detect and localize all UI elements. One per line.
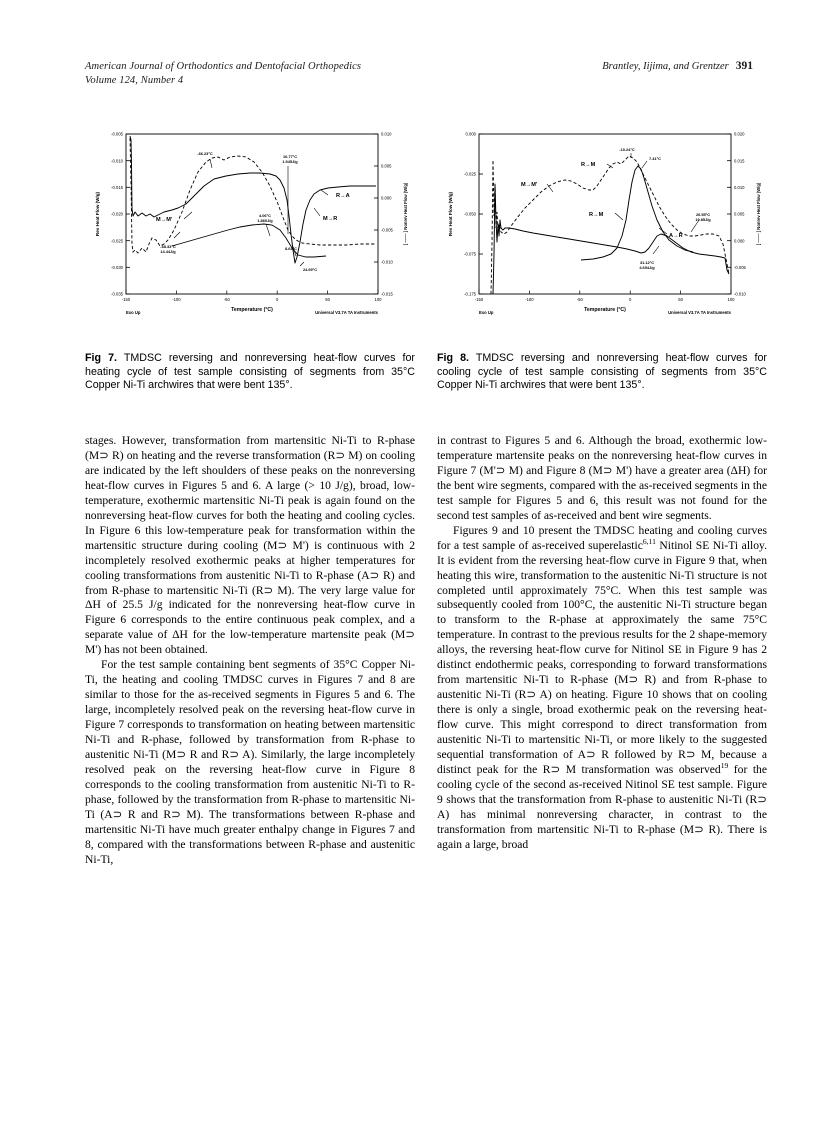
fig8-annotation-1: -10.24°C: [619, 147, 635, 152]
fig8-annotation-2: 7.41°C: [649, 156, 661, 161]
svg-text:-0.010: -0.010: [734, 291, 746, 297]
fig7-axes-frame: [126, 134, 378, 294]
fig7-left-axis-ticks: [111, 132, 130, 297]
fig8-nonreversing-curve: [491, 156, 729, 294]
svg-text:-0.025: -0.025: [111, 238, 123, 244]
body-column-right: [437, 434, 767, 853]
fig8-annotation-4a: 31.12°C: [639, 260, 655, 265]
fig8-annotation-4b: 4.694J/g: [639, 265, 655, 270]
fig7-annotation-6: 24.69°C: [302, 267, 318, 272]
fig7-label-m-to-r: M→R: [323, 216, 338, 222]
svg-text:-0.035: -0.035: [111, 291, 123, 297]
figure-7-caption: [85, 352, 415, 393]
fig7-annotation-3a: 4.06°C: [259, 213, 271, 218]
fig8-reversing-curve: [493, 184, 729, 294]
paragraph: in contrast to Figures 5 and 6. Although the broad, exothermic low-temperature martensite peaks on the nonreversing heat-flow curves in Figure 7 (M'⊃ M) and Figure 8 (M⊃ M') have a greater area (ΔH) for the bent wire segments, compared with the as-received segments in the test sample for Figures 5 and 6, this result was not found for the second test samples of as-received and bent wire segments.: [437, 434, 767, 522]
fig8-leader-lines: [631, 153, 699, 254]
figure-8-caption-label: Fig 8.: [437, 352, 469, 364]
fig7-right-yaxis-label: [ –––– ] Nonrev Heat Flow (W/g): [403, 182, 408, 246]
fig7-annotation-5: 8.64°C: [285, 246, 297, 251]
svg-text:-0.005: -0.005: [734, 264, 746, 270]
svg-text:100: 100: [727, 297, 735, 302]
figure-8: [441, 124, 769, 329]
fig8-exo-up-note: Exo Up: [479, 310, 494, 315]
journal-volume: Volume 124, Number 4: [85, 74, 184, 86]
svg-text:0: 0: [276, 297, 279, 302]
fig8-right-yaxis-label: [ –––– ] Nonrev Heat Flow (W/g): [756, 182, 761, 246]
fig8-label-r-to-m-upper: R→M: [581, 162, 596, 168]
svg-text:0.010: 0.010: [381, 131, 392, 137]
svg-text:-0.030: -0.030: [111, 264, 123, 270]
svg-text:-0.005: -0.005: [111, 131, 123, 137]
svg-text:-100: -100: [525, 297, 534, 302]
fig7-right-axis-ticks: [374, 132, 394, 297]
fig7-annotation-2a: -68.33°C: [160, 244, 176, 249]
fig7-left-yaxis-label: Rev Heat Flow (W/g): [95, 191, 100, 237]
svg-text:-50: -50: [576, 297, 583, 302]
svg-text:0.005: 0.005: [734, 211, 745, 217]
figure-7-caption-text: TMDSC reversing and nonreversing heat-flow curves for heating cycle of test sample consisting of segments from 35°C Copper Ni-Ti archwires that were bent 135°.: [85, 352, 415, 392]
svg-text:0.015: 0.015: [734, 158, 745, 164]
authors-and-page: [602, 60, 753, 74]
fig8-left-axis-ticks: [464, 132, 483, 297]
fig8-label-a-to-r: A→R: [669, 233, 683, 239]
svg-text:-150: -150: [474, 297, 484, 302]
figure-7-plot: [88, 124, 416, 329]
svg-text:-0.010: -0.010: [381, 259, 393, 265]
svg-text:0.000: 0.000: [381, 195, 392, 201]
fig7-x-axis-ticks: [122, 289, 382, 302]
svg-text:-0.025: -0.025: [464, 171, 476, 177]
svg-text:0.020: 0.020: [734, 131, 745, 137]
svg-text:0.000: 0.000: [734, 238, 745, 244]
fig7-annotation-4b: 1.945J/g: [282, 159, 298, 164]
fig8-peak-annotations: [619, 147, 711, 270]
fig8-curve-labels: [521, 162, 683, 239]
fig8-right-axis-ticks: [727, 132, 747, 297]
running-head: [85, 60, 753, 94]
svg-text:50: 50: [678, 297, 683, 302]
svg-text:-0.005: -0.005: [381, 227, 393, 233]
figure-7: [88, 124, 416, 329]
fig8-axes-frame: [479, 134, 731, 294]
fig7-annotation-1: -66.23°C: [197, 151, 213, 156]
journal-name: American Journal of Orthodontics and Dentofacial Orthopedics: [85, 61, 362, 72]
fig7-annotation-4a: 10.77°C: [282, 154, 298, 159]
fig8-xaxis-label: Temperature (°C): [584, 307, 626, 313]
fig7-dsc-chart: [88, 124, 416, 329]
paragraph: Figures 9 and 10 present the TMDSC heating and cooling curves for a test sample of as-received superelastic$^{6,11}$ Nitinol SE Ni-Ti alloy. It is evident from the reversing heat-flow curve in Figure 9 that, when heating this wire, transformation to the austenitic Ni-Ti structure is not completed until approximately 75°C. When this test sample was subsequently cooled from 100°C, the austenitic Ni-Ti structure began to transform to the R-phase at approximately the same 75°C temperature. In contrast to the previous results for the 2 shape-memory alloys, the reversing heat-flow curve for Nitinol SE in Figure 9 has 2 distinct endothermic peaks, corresponding to forward transformations from martensitic Ni-Ti to R-phase (M⊃ R) and from R-phase to austenitic Ni-Ti (R⊃ A) on heating. Figure 10 shows that on cooling there is only a single, broad exothermic peak on the reversing heat-flow curve. This might correspond to direct transformation from austenitic Ni-Ti to martensitic Ni-Ti, or more likely to the suggested sequential transformation of A⊃ R followed by R⊃ M, because a distinct peak for the R⊃ M transformation was observed$^{19}$ for the cooling cycle of the second as-received Nitinol SE test sample. Figure 9 shows that the transformation from R-phase to austenitic Ni-Ti (R⊃ A) has minimal nonreversing character, in contrast to the transformation from martensitic Ni-Ti to R-phase (M⊃ R). There is again a large, broad: [437, 523, 767, 851]
fig8-annotation-3b: 19.85J/g: [695, 217, 711, 222]
fig7-reversing-curve-secondary: [172, 224, 326, 257]
svg-text:-0.010: -0.010: [111, 158, 123, 164]
journal-title-block: [85, 60, 361, 87]
fig7-label-r-to-a: R→A: [336, 193, 350, 199]
fig8-annotation-3a: 26.55°C: [695, 212, 711, 217]
fig7-exo-up-note: Exo Up: [126, 310, 141, 315]
fig7-xaxis-label: Temperature (°C): [231, 307, 273, 313]
figure-8-caption: [437, 352, 767, 393]
page-number: 391: [735, 60, 753, 72]
figure-8-plot: [441, 124, 769, 329]
paragraph: For the test sample containing bent segments of 35°C Copper Ni-Ti, the heating and cooling TMDSC curves in Figures 7 and 8 are similar to those for the as-received segments in Figures 5 and 6. The large, incompletely resolved peak on the reversing heat-flow curve in Figure 7 corresponds to transformation on heating between martensitic Ni-Ti and R-phase, followed by transformation from R-phase to austenitic Ni-Ti (M⊃ R and R⊃ A). Similarly, the large incompletely resolved peak on the reversing heat-flow curve in Figure 8 corresponds to the cooling transformation from austenitic Ni-Ti to R-phase, followed by the transformation from R-phase to martensitic Ni-Ti (A⊃ R and R⊃ M). The transformations between R-phase and martensitic Ni-Ti have much greater enthalpy change in Figures 7 and 8, compared with the transformations between R-phase and austenitic Ni-Ti,: [85, 658, 415, 866]
body-column-left: [85, 434, 415, 868]
fig8-left-yaxis-label: Rev Heat Flow (W/g): [448, 191, 453, 237]
fig8-label-r-to-m-lower: R→M: [589, 212, 604, 218]
author-list: Brantley, Iijima, and Grentzer: [602, 61, 729, 72]
svg-text:-100: -100: [172, 297, 181, 302]
fig7-annotation-2b: 14.44J/g: [160, 249, 176, 254]
svg-text:0: 0: [629, 297, 632, 302]
svg-text:-0.015: -0.015: [111, 184, 123, 190]
svg-text:0.005: 0.005: [381, 163, 392, 169]
svg-text:-50: -50: [223, 297, 230, 302]
svg-text:-0.015: -0.015: [381, 291, 393, 297]
svg-text:0.000: 0.000: [465, 131, 476, 137]
svg-text:50: 50: [325, 297, 330, 302]
fig7-curve-labels: [156, 190, 350, 223]
svg-text:-0.050: -0.050: [464, 211, 476, 217]
paragraph: stages. However, transformation from martensitic Ni-Ti to R-phase (M⊃ R) on heating and the reverse transformation (R⊃ M) on cooling are indicated by the left shoulders of these peaks on the nonreversing heat-flow curves in Figures 5 and 6. A large (> 10 J/g), broad, low-temperature, exothermic martensitic Ni-Ti peak is again found on the nonreversing heat-flow curves for both the heating and cooling cycles. In Figure 6 this low-temperature peak for transformation within the martensitic structure during cooling (M⊃ M') is continuous with 2 incompletely resolved exothermic peaks at higher temperatures for cooling transformations from austenitic Ni-Ti to R-phase (A⊃ R) and from R-phase to martensitic Ni-Ti (R⊃ M). The very large value for ΔH of 25.5 J/g indicated for the nonreversing heat-flow curve in Figure 6 corresponds to the entire continuous peak complex, and a separate value of ΔH for the low-temperature martensite peak (M⊃ M') has not been obtained.: [85, 434, 415, 657]
fig7-annotation-3b: 1.860J/g: [257, 218, 273, 223]
figure-8-caption-text: TMDSC reversing and nonreversing heat-flow curves for cooling cycle of test sample consisting of segments from 35°C Copper Ni-Ti archwires that were bent 135°.: [437, 352, 767, 392]
fig8-dsc-chart: [441, 124, 769, 329]
figure-7-caption-label: Fig 7.: [85, 352, 117, 364]
fig8-instrument-note: Universal V3.7A TA Instruments: [668, 310, 731, 315]
svg-text:-0.075: -0.075: [464, 251, 476, 257]
fig8-label-m-to-mprime: M→M': [521, 182, 538, 188]
svg-text:100: 100: [374, 297, 382, 302]
fig7-instrument-note: Universal V3.7A TA Instruments: [315, 310, 378, 315]
svg-text:-0.175: -0.175: [464, 291, 476, 297]
svg-text:0.010: 0.010: [734, 184, 745, 190]
fig7-label-m-to-mprime: M→M': [156, 217, 173, 223]
svg-text:-150: -150: [121, 297, 131, 302]
svg-text:-0.020: -0.020: [111, 211, 123, 217]
fig8-x-axis-ticks: [475, 289, 735, 302]
